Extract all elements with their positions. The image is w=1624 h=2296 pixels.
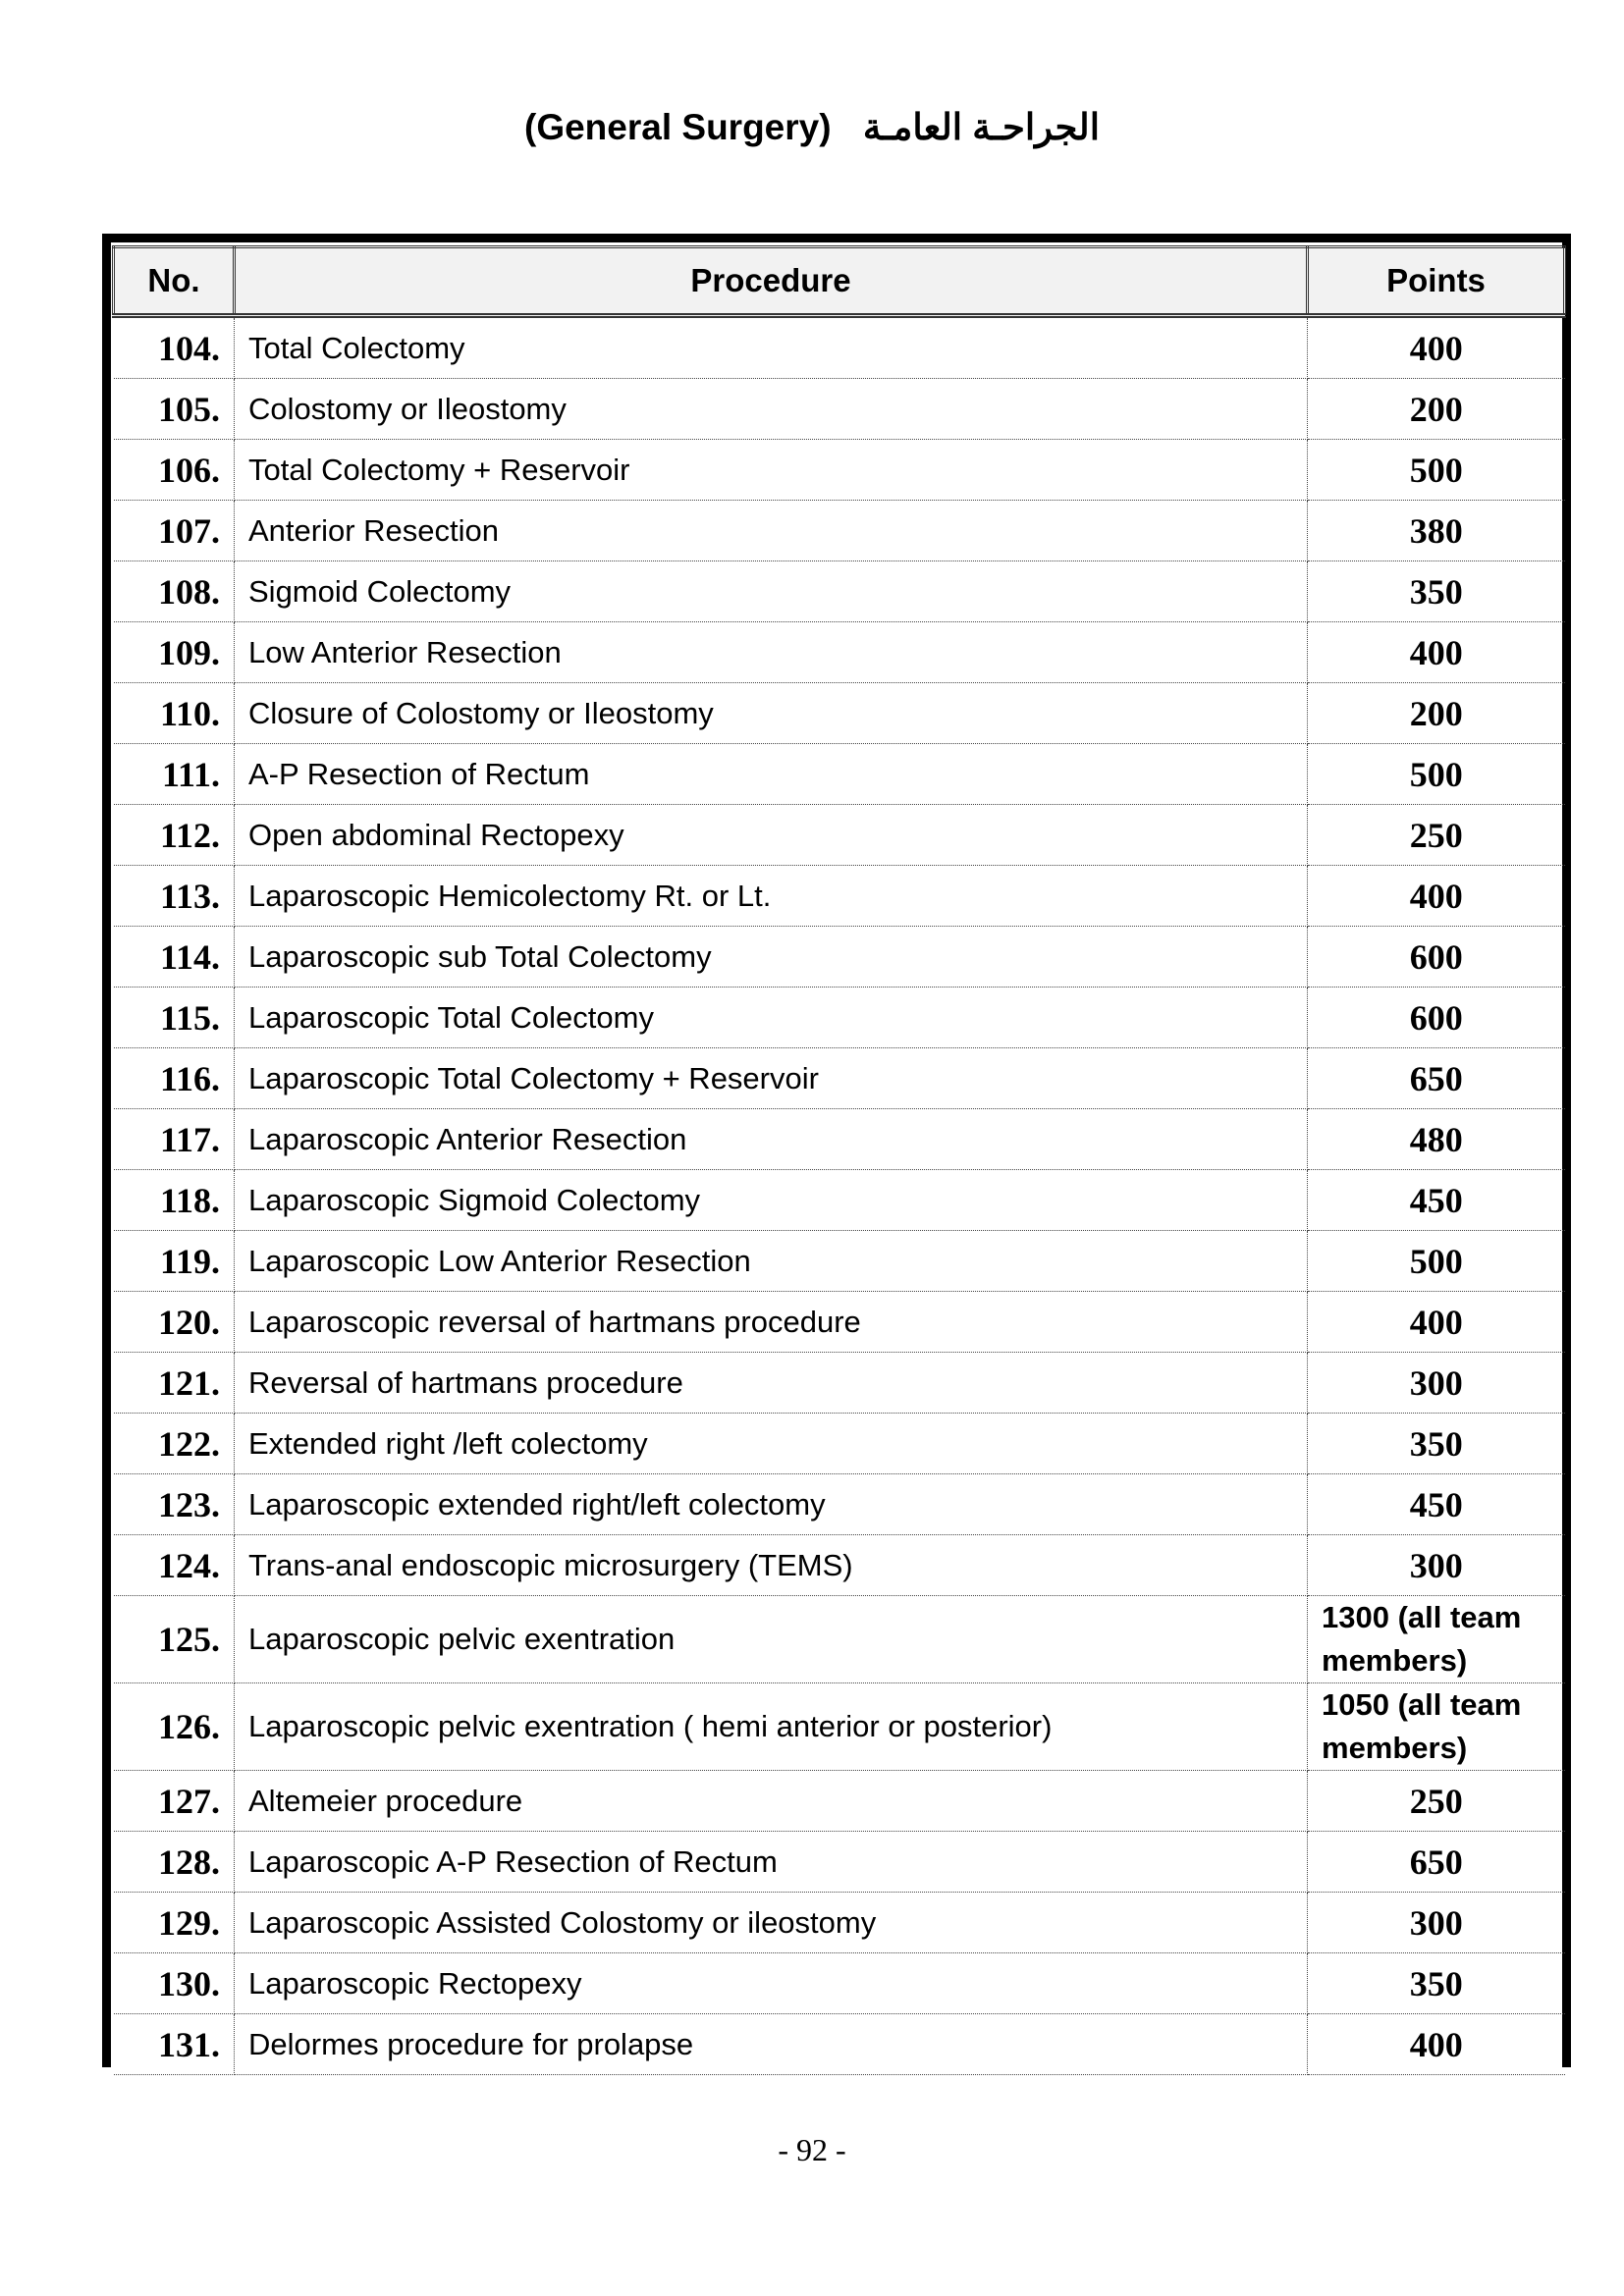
row-number: 124.: [114, 1535, 235, 1596]
row-number: 128.: [114, 1832, 235, 1893]
row-points: 600: [1308, 927, 1565, 988]
row-points: 300: [1308, 1893, 1565, 1953]
row-points: 380: [1308, 501, 1565, 561]
row-points: 650: [1308, 1048, 1565, 1109]
table-row: [114, 1535, 1565, 1596]
row-points: 350: [1308, 1953, 1565, 2014]
row-procedure: Low Anterior Resection: [235, 622, 1308, 683]
row-points: 250: [1308, 1771, 1565, 1832]
row-number: 107.: [114, 501, 235, 561]
row-procedure: Trans-anal endoscopic microsurgery (TEMS): [235, 1535, 1308, 1596]
table-row: [114, 805, 1565, 866]
row-number: 115.: [114, 988, 235, 1048]
row-number: 125.: [114, 1596, 235, 1683]
row-procedure: Laparoscopic sub Total Colectomy: [235, 927, 1308, 988]
row-number: 118.: [114, 1170, 235, 1231]
row-number: 112.: [114, 805, 235, 866]
row-number: 123.: [114, 1474, 235, 1535]
header-no: No.: [114, 247, 235, 316]
row-procedure: Laparoscopic pelvic exentration: [235, 1596, 1308, 1683]
row-points: 500: [1308, 440, 1565, 501]
title-english: (General Surgery): [524, 107, 832, 147]
row-procedure: Colostomy or Ileostomy: [235, 379, 1308, 440]
row-procedure: Laparoscopic pelvic exentration ( hemi anterior or posterior): [235, 1683, 1308, 1771]
row-number: 127.: [114, 1771, 235, 1832]
row-number: 116.: [114, 1048, 235, 1109]
row-number: 106.: [114, 440, 235, 501]
row-procedure: Laparoscopic Anterior Resection: [235, 1109, 1308, 1170]
row-number: 119.: [114, 1231, 235, 1292]
row-number: 114.: [114, 927, 235, 988]
row-points: 200: [1308, 379, 1565, 440]
row-points: 480: [1308, 1109, 1565, 1170]
row-procedure: Open abdominal Rectopexy: [235, 805, 1308, 866]
row-points: 350: [1308, 561, 1565, 622]
row-points: 250: [1308, 805, 1565, 866]
row-number: 113.: [114, 866, 235, 927]
table-row: [114, 1292, 1565, 1353]
row-number: 126.: [114, 1683, 235, 1771]
row-number: 129.: [114, 1893, 235, 1953]
title-arabic: الجراحـة العامـة: [862, 107, 1100, 147]
row-procedure: Laparoscopic Rectopexy: [235, 1953, 1308, 2014]
table-row: [114, 1170, 1565, 1231]
table-row: [114, 927, 1565, 988]
table-header-row: [114, 247, 1565, 316]
row-procedure: Laparoscopic A-P Resection of Rectum: [235, 1832, 1308, 1893]
row-procedure: Sigmoid Colectomy: [235, 561, 1308, 622]
page-number: - 92 -: [778, 2132, 846, 2167]
row-procedure: Total Colectomy + Reservoir: [235, 440, 1308, 501]
table-row: [114, 2014, 1565, 2075]
row-points: 400: [1308, 1292, 1565, 1353]
table-row: [114, 622, 1565, 683]
row-procedure: Laparoscopic Low Anterior Resection: [235, 1231, 1308, 1292]
header-points: Points: [1308, 247, 1565, 316]
row-points: 400: [1308, 316, 1565, 379]
page-title: [0, 106, 1624, 148]
table-row: [114, 866, 1565, 927]
table-row: [114, 683, 1565, 744]
table-row: [114, 316, 1565, 379]
row-procedure: Laparoscopic reversal of hartmans procedure: [235, 1292, 1308, 1353]
row-points: 600: [1308, 988, 1565, 1048]
row-points: 500: [1308, 744, 1565, 805]
row-number: 130.: [114, 1953, 235, 2014]
row-procedure: Laparoscopic Total Colectomy: [235, 988, 1308, 1048]
row-number: 111.: [114, 744, 235, 805]
table-row: [114, 988, 1565, 1048]
table-row: [114, 1109, 1565, 1170]
row-procedure: Laparoscopic extended right/left colectomy: [235, 1474, 1308, 1535]
table-row: [114, 1771, 1565, 1832]
row-points: 400: [1308, 622, 1565, 683]
table-row: [114, 1474, 1565, 1535]
row-number: 108.: [114, 561, 235, 622]
procedures-table: [112, 245, 1566, 2075]
table-row: [114, 1596, 1565, 1683]
row-number: 120.: [114, 1292, 235, 1353]
row-points: 300: [1308, 1535, 1565, 1596]
table-row: [114, 1893, 1565, 1953]
row-number: 131.: [114, 2014, 235, 2075]
table-row: [114, 1683, 1565, 1771]
row-points: 450: [1308, 1474, 1565, 1535]
row-procedure: A-P Resection of Rectum: [235, 744, 1308, 805]
row-procedure: Delormes procedure for prolapse: [235, 2014, 1308, 2075]
row-points: 500: [1308, 1231, 1565, 1292]
row-points: 400: [1308, 2014, 1565, 2075]
row-procedure: Total Colectomy: [235, 316, 1308, 379]
row-procedure: Closure of Colostomy or Ileostomy: [235, 683, 1308, 744]
table-row: [114, 1832, 1565, 1893]
row-procedure: Reversal of hartmans procedure: [235, 1353, 1308, 1414]
row-procedure: Laparoscopic Assisted Colostomy or ileostomy: [235, 1893, 1308, 1953]
table-row: [114, 1953, 1565, 2014]
row-procedure: Altemeier procedure: [235, 1771, 1308, 1832]
row-number: 105.: [114, 379, 235, 440]
row-number: 109.: [114, 622, 235, 683]
header-procedure: Procedure: [235, 247, 1308, 316]
table-row: [114, 561, 1565, 622]
table-row: [114, 440, 1565, 501]
table-row: [114, 1048, 1565, 1109]
row-procedure: Anterior Resection: [235, 501, 1308, 561]
row-procedure: Laparoscopic Total Colectomy + Reservoir: [235, 1048, 1308, 1109]
row-points: 350: [1308, 1414, 1565, 1474]
table-row: [114, 501, 1565, 561]
table-row: [114, 744, 1565, 805]
row-points: 650: [1308, 1832, 1565, 1893]
row-procedure: Laparoscopic Sigmoid Colectomy: [235, 1170, 1308, 1231]
table-row: [114, 379, 1565, 440]
row-points: 200: [1308, 683, 1565, 744]
row-number: 110.: [114, 683, 235, 744]
row-number: 117.: [114, 1109, 235, 1170]
table-row: [114, 1353, 1565, 1414]
row-points: 450: [1308, 1170, 1565, 1231]
row-points: 300: [1308, 1353, 1565, 1414]
row-number: 104.: [114, 316, 235, 379]
table-body: [114, 316, 1565, 2075]
table-row: [114, 1414, 1565, 1474]
row-number: 121.: [114, 1353, 235, 1414]
row-points: 1300 (all team members): [1308, 1596, 1565, 1683]
row-procedure: Extended right /left colectomy: [235, 1414, 1308, 1474]
row-points: 400: [1308, 866, 1565, 927]
row-number: 122.: [114, 1414, 235, 1474]
row-points: 1050 (all team members): [1308, 1683, 1565, 1771]
table-row: [114, 1231, 1565, 1292]
row-procedure: Laparoscopic Hemicolectomy Rt. or Lt.: [235, 866, 1308, 927]
